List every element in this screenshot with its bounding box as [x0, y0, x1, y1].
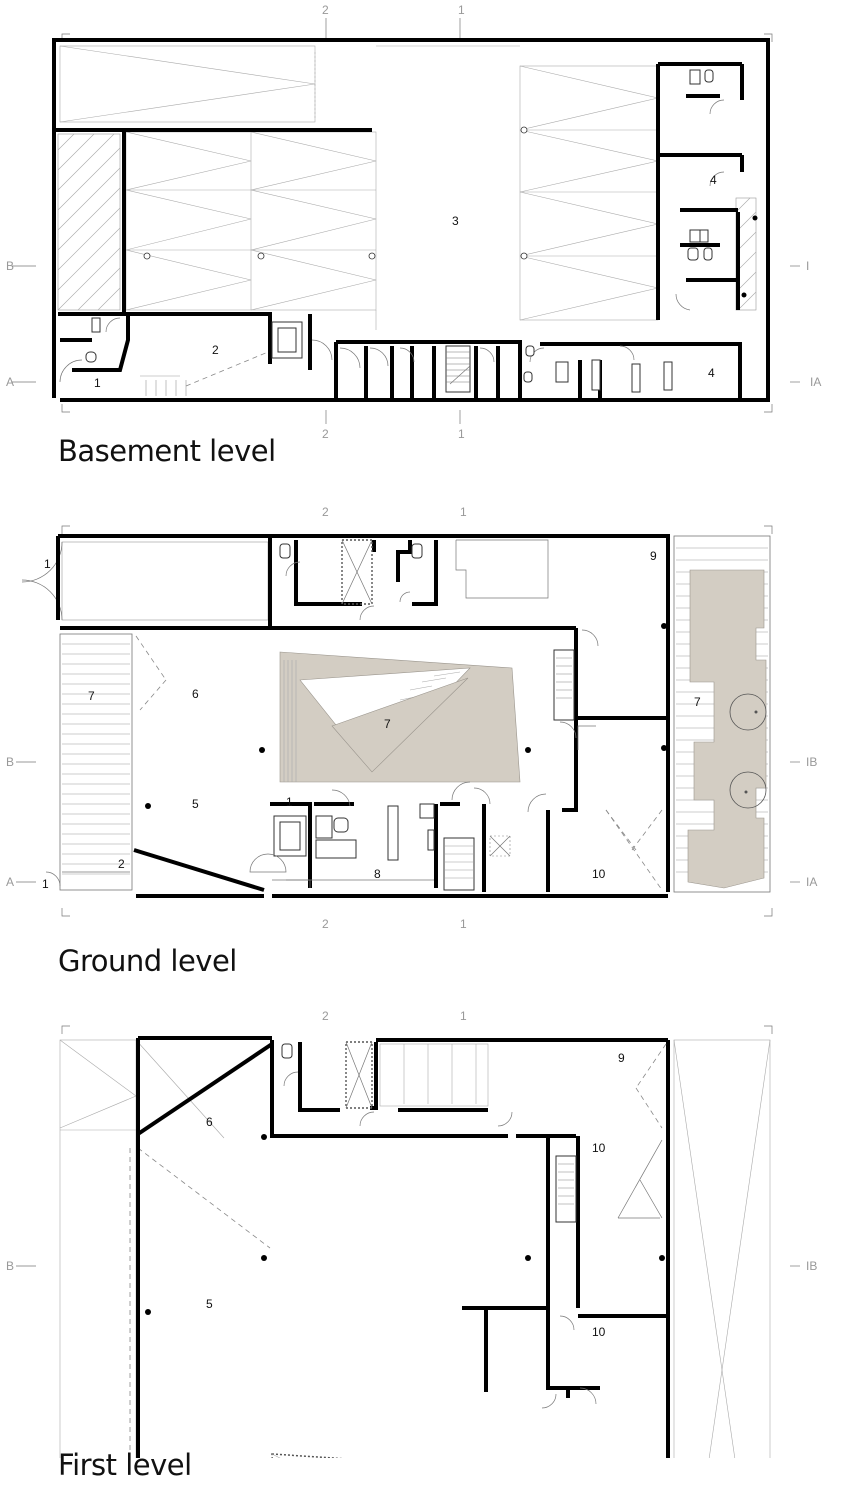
grid-label-right-ia: IA: [810, 375, 822, 389]
grid-label-right-ia: IA: [806, 875, 818, 889]
room-number: 5: [192, 797, 199, 811]
central-void: [272, 1454, 526, 1458]
first-voids: [60, 1040, 770, 1458]
grid-label-top-2: 2: [322, 3, 329, 17]
grid-label-top-1: 1: [460, 505, 467, 519]
room-number: 1: [94, 376, 101, 390]
ground-plan: [0, 500, 843, 940]
grid-label-top-2: 2: [322, 505, 329, 519]
first-level-title: First level: [58, 1448, 192, 1482]
room-number: 10: [592, 867, 606, 881]
room-number: 10: [592, 1325, 606, 1339]
room-number: 3: [452, 214, 459, 228]
room-number: 2: [212, 343, 219, 357]
parking-bays: [60, 46, 658, 330]
central-courtyard-stair: [280, 652, 520, 782]
grid-label-left-a: A: [6, 375, 15, 389]
room-number: 1: [42, 877, 49, 891]
left-stair: [60, 634, 166, 890]
room-number: 4: [710, 173, 717, 187]
ground-level-title: Ground level: [58, 944, 237, 978]
room-number: 6: [206, 1115, 213, 1129]
room-number: 5: [206, 1297, 213, 1311]
room-number: 4: [708, 366, 715, 380]
first-fixtures: [62, 1042, 666, 1458]
grid-label-left-b: B: [6, 259, 15, 273]
room-number: 1: [44, 557, 51, 571]
room-number: 6: [192, 687, 199, 701]
first-plan: [0, 1008, 843, 1458]
basement-walls: [54, 40, 768, 400]
first-columns: [145, 1134, 665, 1315]
grid-label-right-i: I: [806, 259, 810, 273]
hatched-ramp-left: [58, 134, 120, 310]
basement-plan: [0, 0, 843, 440]
grid-label-top-2: 2: [322, 1009, 329, 1023]
room-number: 2: [118, 857, 125, 871]
grid-label-bottom-1: 1: [460, 917, 467, 931]
basement-columns: [144, 127, 527, 259]
first-walls: [138, 1038, 668, 1458]
basement-fixtures: [60, 70, 758, 396]
room-number: 7: [694, 695, 701, 709]
grid-label-bottom-2: 2: [322, 917, 329, 931]
grid-label-left-a: A: [6, 875, 15, 889]
basement-level-title: Basement level: [58, 434, 276, 468]
room-number: 9: [650, 549, 657, 563]
room-number: 8: [374, 867, 381, 881]
room-number: 7: [88, 689, 95, 703]
terrace-right: [674, 536, 770, 892]
ground-plan-drawing: [0, 500, 843, 940]
room-number: 9: [618, 1051, 625, 1065]
room-number: 7: [384, 717, 391, 731]
grid-label-top-1: 1: [458, 3, 465, 17]
grid-label-right-ib: IB: [806, 1259, 818, 1273]
grid-label-right-ib: IB: [806, 755, 818, 769]
room-number: 10: [592, 1141, 606, 1155]
grid-label-left-b: B: [6, 1259, 15, 1273]
first-plan-drawing: [0, 1008, 843, 1458]
grid-label-top-1: 1: [460, 1009, 467, 1023]
room-number: 1: [286, 795, 293, 809]
basement-plan-drawing: [0, 0, 843, 440]
grid-label-bottom-1: 1: [458, 427, 465, 440]
grid-label-bottom-2: 2: [322, 427, 329, 440]
grid-label-left-b: B: [6, 755, 15, 769]
